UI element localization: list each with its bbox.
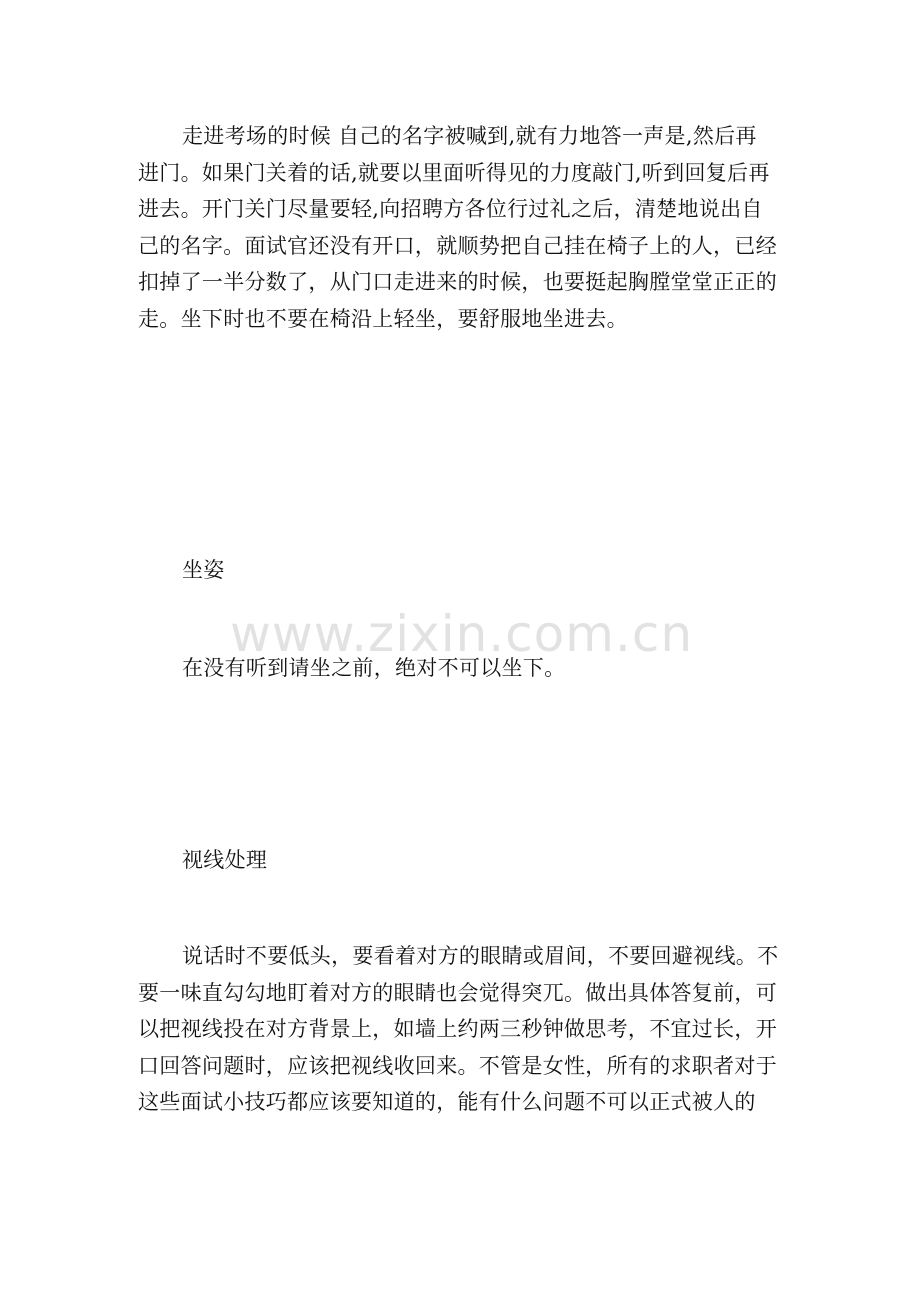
- paragraph-posture: [138, 650, 798, 687]
- paragraph-entering-exam-room: [138, 118, 798, 337]
- text-line: 说话时不要低头，要看着对方的眼睛或眉间，不要回避视线。不: [182, 944, 779, 968]
- watermark: www.zixin.com.cn: [230, 605, 694, 663]
- text-line: 视线处理: [182, 848, 268, 872]
- text-line: 走进考场的时候 自己的名字被喊到,就有力地答一声是,然后再: [182, 124, 757, 148]
- section-heading-gaze: [138, 842, 798, 879]
- text-line: 这些面试小技巧都应该要知道的，能有什么问题不可以正式被人的: [138, 1090, 756, 1114]
- text-line: 己的名字。面试官还没有开口，就顺势把自己挂在椅子上的人，已经: [138, 233, 777, 258]
- text-line: 以把视线投在对方背景上，如墙上约两三秒钟做思考，不宜过长，开: [138, 1017, 777, 1041]
- text-line: 进门。如果门关着的话,就要以里面听得见的力度敲门,听到回复后再: [138, 160, 770, 185]
- text-line: 扣掉了一半分数了，从门口走进来的时候，也要挺起胸膛堂堂正正的: [138, 270, 777, 294]
- text-line: 坐姿: [182, 558, 225, 582]
- text-line: 在没有听到请坐之前，绝对不可以坐下。: [182, 656, 566, 680]
- paragraph-gaze: [138, 938, 798, 1121]
- text-line: 走。坐下时也不要在椅沿上轻坐，要舒服地坐进去。: [138, 306, 628, 331]
- text-line: 进去。开门关门尽量要轻,向招聘方各位行过礼之后，清楚地说出自: [138, 197, 763, 221]
- text-line: 口回答问题时，应该把视线收回来。不管是女性，所有的求职者对于: [138, 1053, 777, 1078]
- section-heading-posture: [138, 552, 798, 589]
- text-line: 要一味直勾勾地盯着对方的眼睛也会觉得突兀。做出具体答复前，可: [138, 980, 777, 1005]
